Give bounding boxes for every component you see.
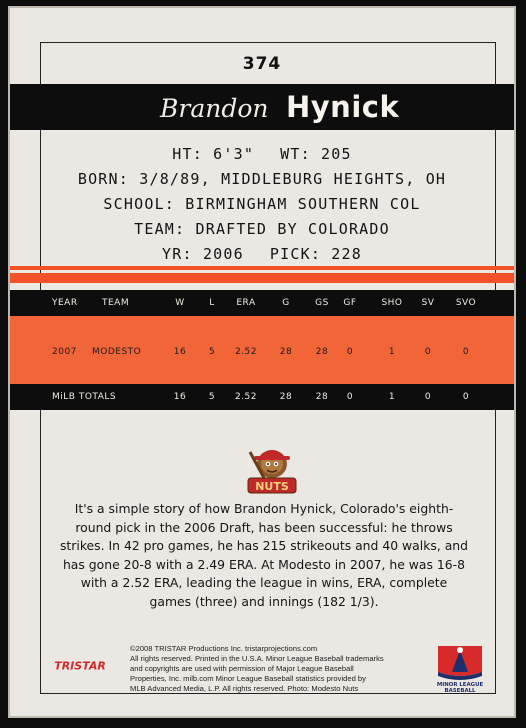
- milb-logo-line-1: MINOR LEAGUE: [436, 682, 484, 688]
- card-number: 374: [242, 54, 282, 74]
- stat-season-l: 5: [208, 347, 216, 357]
- stat-totals-svo: 0: [462, 392, 470, 402]
- stat-header-w: W: [175, 298, 185, 308]
- stat-totals-w: 16: [173, 392, 187, 402]
- stat-header-sv: SV: [421, 298, 435, 308]
- legal-line: Properties, Inc. milb.com Minor League Baseball statistics provided by: [130, 674, 366, 683]
- stat-header-gf: GF: [343, 298, 357, 308]
- player-last-name: Hynick: [286, 90, 400, 124]
- stat-header-year: YEAR: [52, 298, 78, 308]
- player-bio: [10, 142, 514, 267]
- bio-born: BORN: 3/8/89, MIDDLEBURG HEIGHTS, OH: [77, 170, 447, 188]
- bio-height-weight: [10, 142, 514, 167]
- stat-season-w: 16: [173, 347, 187, 357]
- stat-season-year: 2007: [52, 347, 77, 357]
- modesto-nuts-logo: [242, 438, 302, 498]
- orange-stripe-2: [10, 273, 514, 283]
- bio-pick: PICK: 228: [269, 245, 362, 263]
- stat-season-gf: 0: [346, 347, 354, 357]
- bio-school: SCHOOL: BIRMINGHAM SOUTHERN COL: [103, 195, 421, 213]
- stat-season-svo: 0: [462, 347, 470, 357]
- stat-totals-era: 2.52: [234, 392, 258, 402]
- stat-season-era: 2.52: [234, 347, 258, 357]
- stat-season-sho: 1: [388, 347, 396, 357]
- bio-height: HT: 6'3": [172, 145, 255, 163]
- stat-header-svo: SVO: [455, 298, 477, 308]
- stat-totals-sv: 0: [424, 392, 432, 402]
- bio-year: YR: 2006: [162, 245, 244, 263]
- stat-header-sho: SHO: [381, 298, 403, 308]
- tristar-logo: [48, 658, 112, 672]
- legal-line: MLB Advanced Media, L.P. All rights reserved. Photo: Modesto Nuts: [130, 684, 359, 693]
- legal-line: All rights reserved. Printed in the U.S.A. Minor League Baseball trademarks: [130, 654, 384, 663]
- legal-line: ©2008 TRISTAR Productions Inc. tristarprojections.com: [130, 644, 318, 653]
- milb-logo-line-2: BASEBALL: [444, 688, 476, 694]
- milb-logo: [432, 642, 488, 694]
- stat-header-gs: GS: [315, 298, 329, 308]
- orange-stripe-1: [10, 266, 514, 270]
- bio-weight: WT: 205: [280, 145, 352, 163]
- bio-team: TEAM: DRAFTED BY COLORADO: [134, 220, 390, 238]
- stat-totals-sho: 1: [388, 392, 396, 402]
- stat-season-g: 28: [279, 347, 293, 357]
- stat-totals-l: 5: [208, 392, 216, 402]
- stat-season-sv: 0: [424, 347, 432, 357]
- stat-totals-gf: 0: [346, 392, 354, 402]
- legal-text: [130, 644, 430, 694]
- stat-header-l: L: [209, 298, 215, 308]
- tristar-logo-text: TRISTAR: [54, 659, 106, 672]
- stat-totals-label: MiLB TOTALS: [52, 392, 117, 402]
- stat-header-g: G: [282, 298, 290, 308]
- team-logo-text: NUTS: [255, 480, 289, 493]
- stat-season-team: MODESTO: [92, 347, 142, 357]
- player-story: It's a simple story of how Brandon Hynick, Colorado's eighth-round pick in the 2006 Draft, has been successful: he throws strikes. In 42 pro games, he has 215 strikeouts and 40 walks, and has gone 20-8 with a 2.49 ERA. At Modesto in 2007, he was 16-8 with a 2.52 ERA, leading the league in wins, ERA, complete games (three) and innings (182 1/3).: [59, 501, 469, 609]
- trading-card-back: [8, 6, 516, 718]
- stat-header-era: ERA: [236, 298, 256, 308]
- stat-totals-gs: 28: [315, 392, 329, 402]
- stat-season-gs: 28: [315, 347, 329, 357]
- stat-header-team: TEAM: [102, 298, 130, 308]
- legal-line: and copyrights are used with permission of Major League Baseball: [130, 664, 354, 673]
- stat-totals-g: 28: [279, 392, 293, 402]
- bio-draft: [10, 242, 514, 267]
- player-first-name: Brandon: [160, 94, 269, 123]
